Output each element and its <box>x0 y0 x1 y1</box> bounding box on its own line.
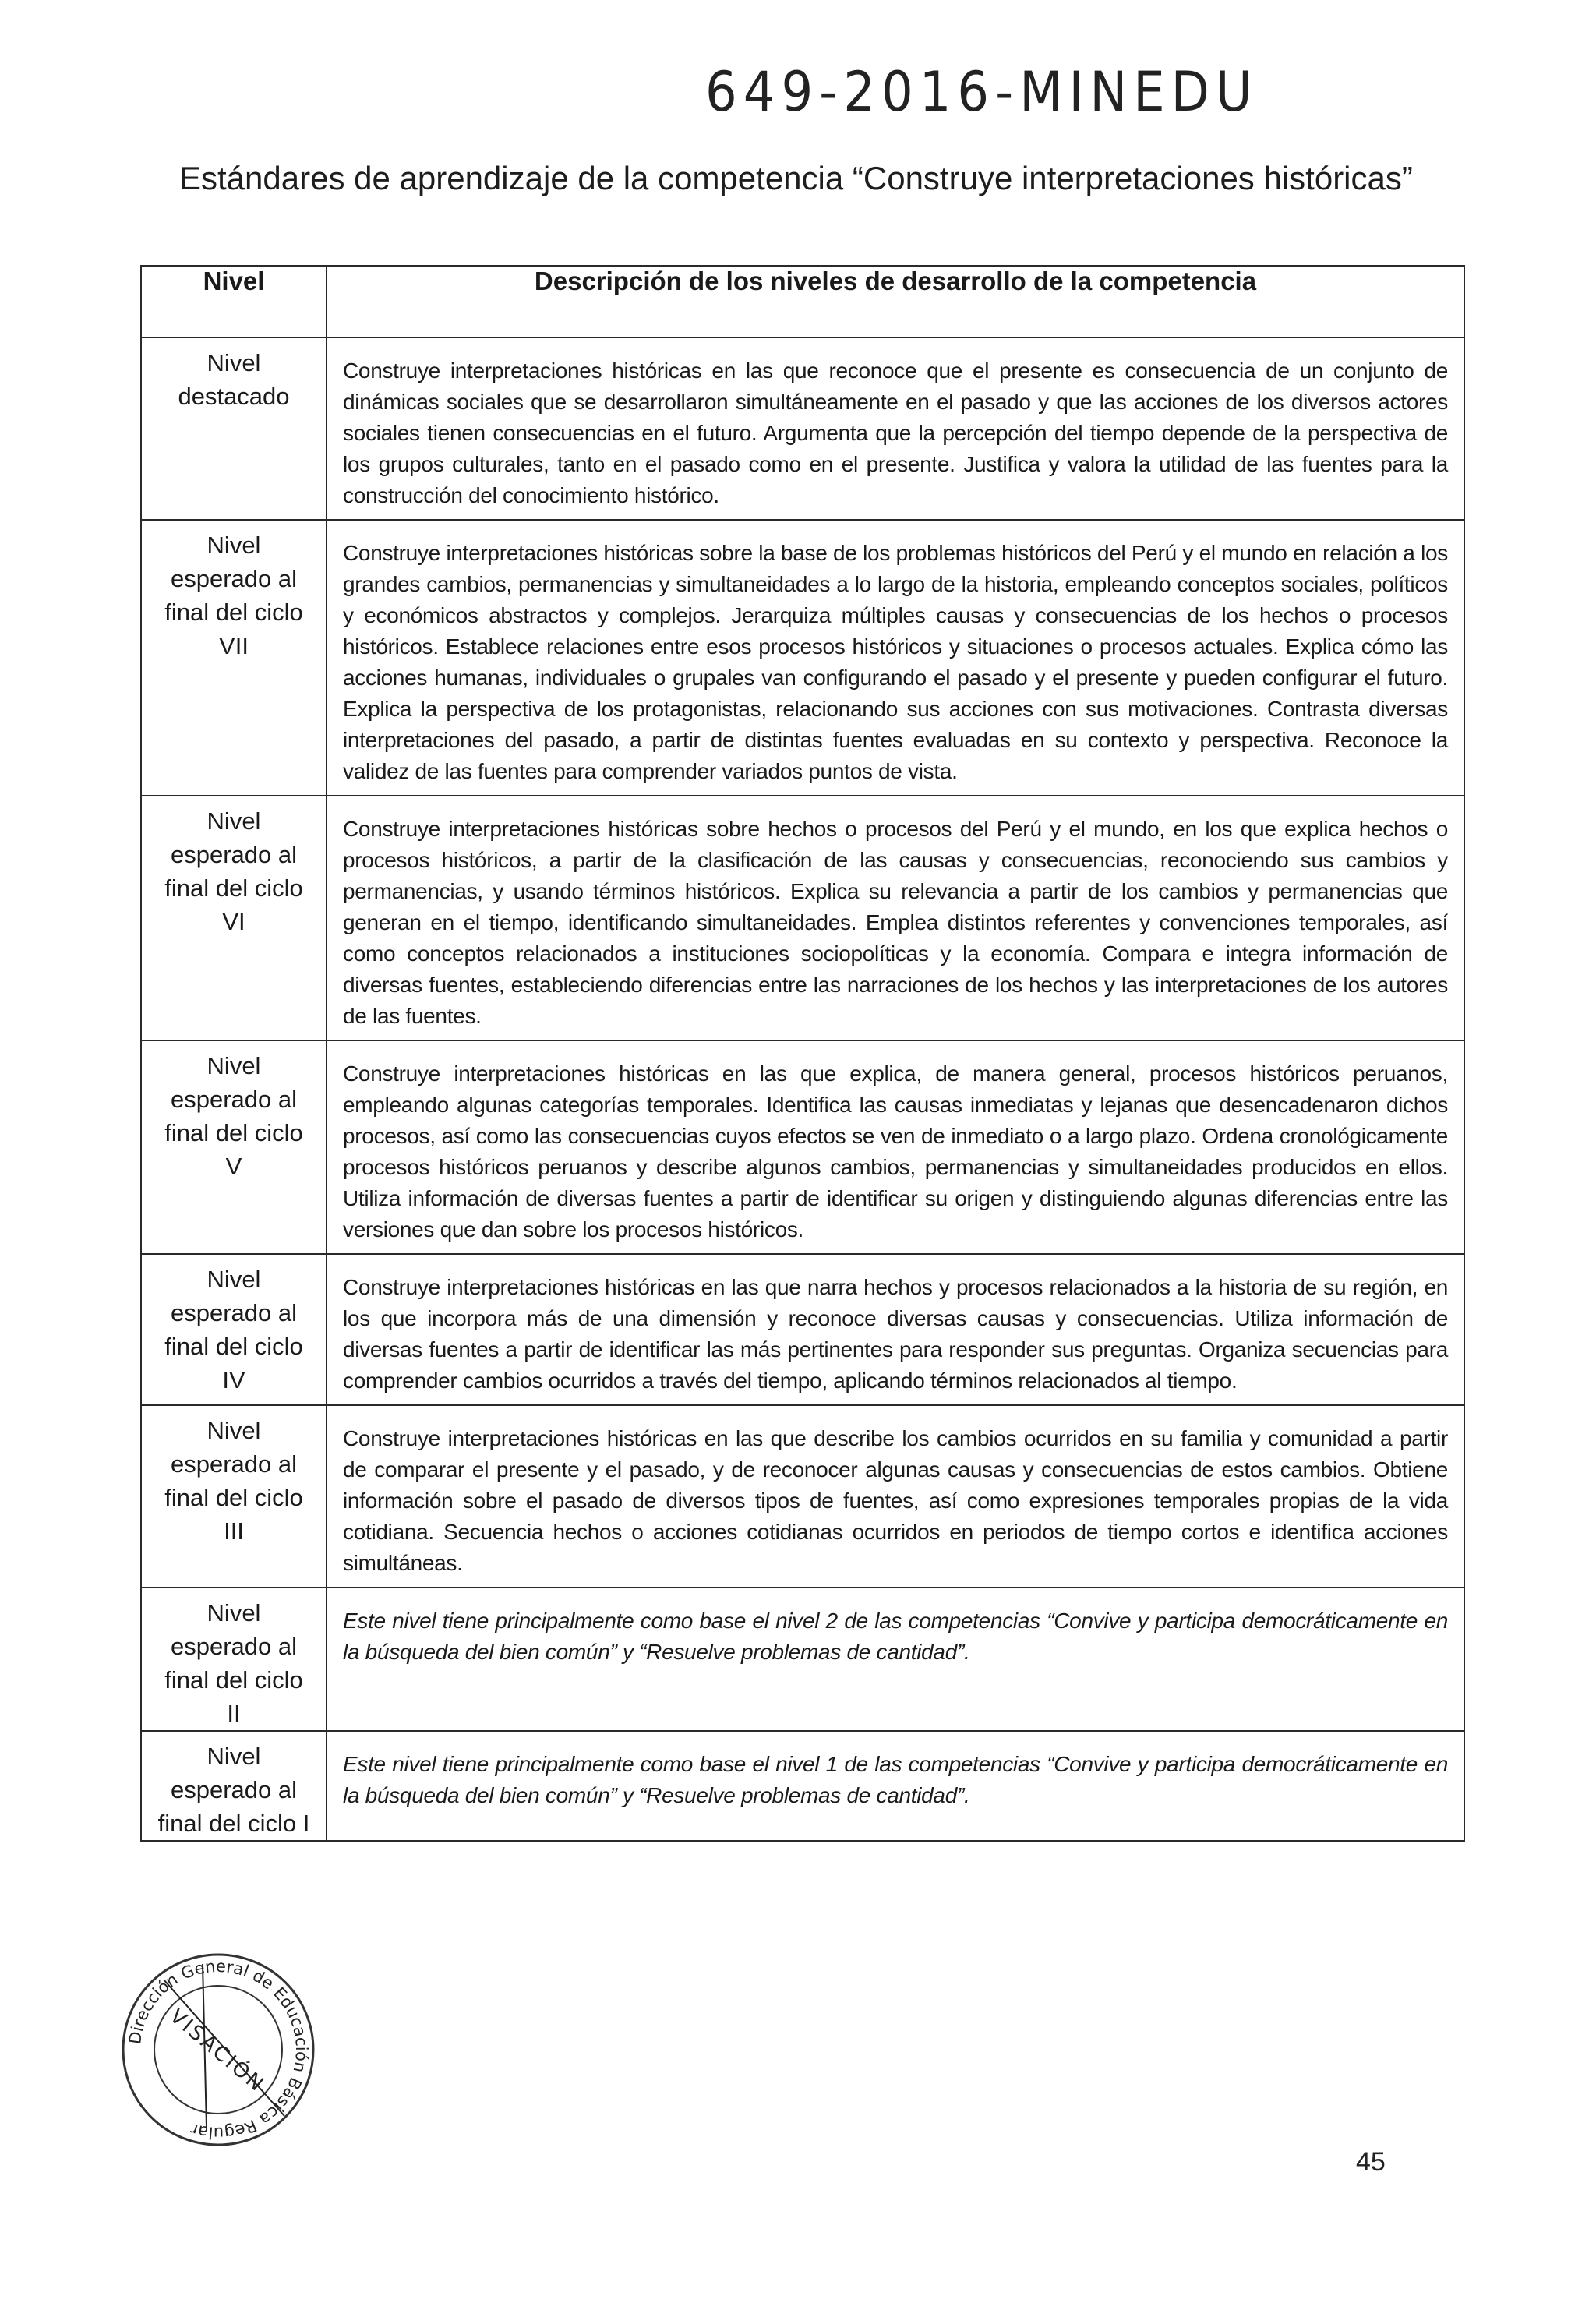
level-label-line: Nivel <box>207 1743 261 1770</box>
level-description: Construye interpretaciones históricas en las que describe los cambios ocurridos en su familia y comunidad a partir de comparar el presente y el pasado, y de reconocer algunas causas y consecuencias de estos cambios. Obtiene información sobre el pasado de diversos tipos de fuentes, así como expresiones temporales propias de la vida cotidiana. Secuencia hechos o acciones cotidianas ocurridos en periodos de tiempo cortos e identifica acciones simultáneas. <box>327 1405 1464 1588</box>
level-cell <box>141 520 327 796</box>
level-label-line: esperado al <box>170 841 297 868</box>
level-label-line: Nivel <box>207 1599 261 1627</box>
page-number: 45 <box>1356 2147 1386 2177</box>
level-label-line: Nivel <box>207 349 261 376</box>
level-cell <box>141 1040 327 1254</box>
table-header-row <box>141 266 1464 337</box>
level-label-line: final del ciclo <box>164 1333 303 1360</box>
level-label-line: final del ciclo <box>164 1484 303 1511</box>
level-label-line: Nivel <box>207 532 261 559</box>
level-label-line: Nivel <box>207 807 261 835</box>
table-row <box>141 1405 1464 1588</box>
level-label-line: Nivel <box>207 1052 261 1079</box>
level-label-line: V <box>225 1153 242 1180</box>
level-label-line: esperado al <box>170 565 297 592</box>
level-label-line: esperado al <box>170 1776 297 1803</box>
level-description: Este nivel tiene principalmente como base el nivel 1 de las competencias “Convive y participa democráticamente en la búsqueda del bien común” y “Resuelve problemas de cantidad”. <box>327 1731 1464 1841</box>
level-label-line: III <box>224 1517 244 1545</box>
description-column-header: Descripción de los niveles de desarrollo de la competencia <box>327 266 1464 337</box>
level-label-line: esperado al <box>170 1086 297 1113</box>
seal-ring-text: Dirección General de Educación Básica Regular <box>125 1956 312 2143</box>
table-row <box>141 1254 1464 1405</box>
level-description: Construye interpretaciones históricas sobre la base de los problemas históricos del Perú y el mundo en relación a los grandes cambios, permanencias y simultaneidades a lo largo de la historia, empleando conceptos sociales, políticos y económicos abstractos y complejos. Jerarquiza múltiples causas y consecuencias de los hechos o procesos históricos. Establece relaciones entre esos procesos históricos y situaciones o procesos actuales. Explica cómo las acciones humanas, individuales o grupales van configurando el pasado y el presente y pueden configurar el futuro. Explica la perspectiva de los protagonistas, relacionando sus acciones con sus motivaciones. Contrasta diversas interpretaciones del pasado, a partir de distintas fuentes evaluadas en su contexto y perspectiva. Reconoce la validez de las fuentes para comprender variados puntos de vista. <box>327 520 1464 796</box>
table-row <box>141 1040 1464 1254</box>
resolution-number: 649-2016-MINEDU <box>705 61 1259 125</box>
level-cell <box>141 337 327 520</box>
visacion-seal <box>117 1948 320 2151</box>
level-cell <box>141 1405 327 1588</box>
level-label-line: IV <box>222 1366 245 1393</box>
level-label-line: destacado <box>178 383 290 410</box>
level-description: Construye interpretaciones históricas sobre hechos o procesos del Perú y el mundo, en los que explica hechos o procesos históricos, a partir de la clasificación de las causas y consecuencias, reconociendo sus cambios y permanencias, y usando términos históricos. Explica su relevancia a partir de los cambios y permanencias que generan en el tiempo, identificando simultaneidades. Emplea distintos referentes y convenciones temporales, así como conceptos relacionados a instituciones sociopolíticas y la economía. Compara e integra información de diversas fuentes, estableciendo diferencias entre las narraciones de los hechos y las interpretaciones de los autores de las fuentes. <box>327 796 1464 1040</box>
level-label-line: VII <box>219 632 249 659</box>
level-cell <box>141 796 327 1040</box>
seal-center-text: VISACIÓN <box>164 2004 270 2098</box>
level-label-line: final del ciclo <box>164 599 303 626</box>
level-label-line: final del ciclo I <box>157 1810 310 1837</box>
level-description: Este nivel tiene principalmente como base el nivel 2 de las competencias “Convive y participa democráticamente en la búsqueda del bien común” y “Resuelve problemas de cantidad”. <box>327 1588 1464 1731</box>
level-label-line: final del ciclo <box>164 1666 303 1694</box>
level-description: Construye interpretaciones históricas en las que narra hechos y procesos relacionados a la historia de su región, en los que incorpora más de una dimensión y reconoce diversas causas y consecuencias. Utiliza información de diversas fuentes a partir de identificar las más pertinentes para responder sus preguntas. Organiza secuencias para comprender cambios ocurridos a través del tiempo, aplicando términos relacionados al tiempo. <box>327 1254 1464 1405</box>
level-cell <box>141 1588 327 1731</box>
table-row <box>141 337 1464 520</box>
table-row <box>141 1731 1464 1841</box>
level-label-line: esperado al <box>170 1299 297 1326</box>
table-row <box>141 1588 1464 1731</box>
level-label-line: esperado al <box>170 1633 297 1660</box>
level-label-line: VI <box>222 908 245 935</box>
level-cell <box>141 1254 327 1405</box>
level-label-line: Nivel <box>207 1266 261 1293</box>
page-title: Estándares de aprendizaje de la competencia “Construye interpretaciones históricas” <box>179 160 1413 196</box>
standards-table <box>140 265 1465 1842</box>
table-row <box>141 796 1464 1040</box>
level-label-line: final del ciclo <box>164 1119 303 1146</box>
level-description: Construye interpretaciones históricas en las que reconoce que el presente es consecuencia de un conjunto de dinámicas sociales que se desarrollaron simultáneamente en el pasado y que las acciones de los diversos actores sociales tienen consecuencias en el futuro. Argumenta que la percepción del tiempo depende de la perspectiva de los grupos culturales, tanto en el pasado como en el presente. Justifica y valora la utilidad de las fuentes para la construcción del conocimiento histórico. <box>327 337 1464 520</box>
level-label-line: II <box>227 1700 241 1727</box>
level-label-line: final del ciclo <box>164 874 303 902</box>
level-label-line: esperado al <box>170 1450 297 1478</box>
level-cell <box>141 1731 327 1841</box>
level-label-line: Nivel <box>207 1417 261 1444</box>
table-row <box>141 520 1464 796</box>
level-description: Construye interpretaciones históricas en las que explica, de manera general, procesos históricos peruanos, empleando algunas categorías temporales. Identifica las causas inmediatas y lejanas que desencadenaron dichos procesos, así como las consecuencias cuyos efectos se ven de inmediato o a largo plazo. Ordena cronológicamente procesos históricos peruanos y describe algunos cambios, permanencias y simultaneidades producidos en ellos. Utiliza información de diversas fuentes a partir de identificar su origen y distinguiendo algunas diferencias entre las versiones que dan sobre los procesos históricos. <box>327 1040 1464 1254</box>
level-column-header: Nivel <box>141 266 327 337</box>
